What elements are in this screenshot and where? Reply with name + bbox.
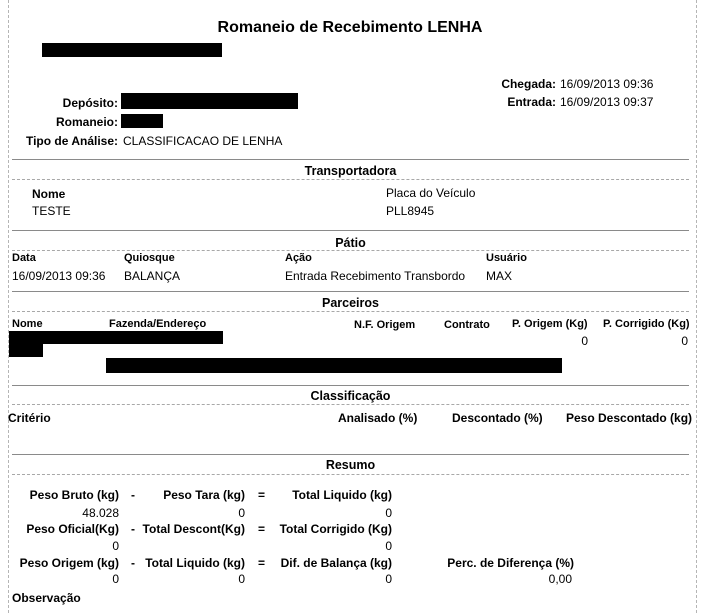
dif-balanca-value: 0 <box>385 572 392 586</box>
divider <box>12 250 689 251</box>
equals-operator: = <box>258 488 266 502</box>
parceiros-header-nome: Nome <box>12 318 43 330</box>
redacted-parceiro-endereco <box>106 358 562 373</box>
page-left-border <box>8 0 9 613</box>
peso-oficial-label: Peso Oficial(Kg) <box>26 522 119 536</box>
divider <box>12 474 689 475</box>
entrada-label: Entrada: <box>507 95 556 109</box>
patio-usuario-value: MAX <box>486 269 513 283</box>
redacted-deposito <box>121 93 298 109</box>
chegada-value: 16/09/2013 09:36 <box>560 77 654 91</box>
divider <box>12 454 689 455</box>
divider <box>12 179 689 180</box>
patio-header-usuario: Usuário <box>486 252 527 264</box>
equals-operator: = <box>258 522 266 536</box>
patio-header-data: Data <box>12 252 36 264</box>
minus-operator: - <box>131 488 135 502</box>
total-descont-label: Total Descont(Kg) <box>142 522 245 536</box>
parceiros-header-nf-origem: N.F. Origem <box>354 319 416 331</box>
divider <box>12 311 689 312</box>
divider <box>12 291 689 292</box>
divider <box>12 230 689 231</box>
transportadora-nome-value: TESTE <box>32 204 71 218</box>
entrada-value: 16/09/2013 09:37 <box>560 95 654 109</box>
patio-acao-value: Entrada Recebimento Transbordo <box>285 269 466 283</box>
peso-bruto-label: Peso Bruto (kg) <box>29 488 119 502</box>
minus-operator: - <box>131 522 135 536</box>
chegada-label: Chegada: <box>501 77 556 91</box>
classificacao-header-criterio: Critério <box>8 411 51 425</box>
peso-tara-label: Peso Tara (kg) <box>163 488 245 502</box>
page-title: Romaneio de Recebimento LENHA <box>217 19 483 36</box>
classificacao-header-analisado: Analisado (%) <box>338 411 418 425</box>
peso-tara-value: 0 <box>238 506 245 520</box>
classificacao-header-peso-descontado: Peso Descontado (kg) <box>566 411 693 425</box>
total-corrigido-value: 0 <box>385 539 392 553</box>
total-liquido-2-label: Total Liquido (kg) <box>145 556 245 570</box>
perc-diferenca-label: Perc. de Diferença (%) <box>447 556 574 570</box>
total-corrigido-label: Total Corrigido (Kg) <box>279 522 392 536</box>
minus-operator: - <box>131 556 135 570</box>
total-liquido-2-value: 0 <box>238 572 245 586</box>
peso-oficial-value: 0 <box>112 539 119 553</box>
peso-origem-value: 0 <box>112 572 119 586</box>
section-patio: Pátio <box>335 236 366 250</box>
divider <box>12 159 689 160</box>
patio-quiosque-value: BALANÇA <box>124 269 181 283</box>
patio-header-acao: Ação <box>285 252 312 264</box>
redacted-subtitle <box>42 43 222 57</box>
divider <box>12 404 689 405</box>
section-resumo: Resumo <box>325 458 376 472</box>
patio-data-value: 16/09/2013 09:36 <box>12 269 106 283</box>
parceiros-header-contrato: Contrato <box>444 319 490 331</box>
peso-origem-label: Peso Origem (kg) <box>19 556 119 570</box>
section-parceiros: Parceiros <box>322 296 379 310</box>
parceiros-header-p-origem: P. Origem (Kg) <box>512 318 588 330</box>
transportadora-nome-label: Nome <box>32 187 66 201</box>
peso-bruto-value: 48.028 <box>82 506 119 520</box>
observacao-label: Observação <box>12 591 81 605</box>
equals-operator: = <box>258 556 266 570</box>
placa-label: Placa do Veículo <box>386 186 476 200</box>
dif-balanca-label: Dif. de Balança (kg) <box>280 556 392 570</box>
divider <box>12 385 689 386</box>
romaneio-label: Romaneio: <box>55 115 118 129</box>
page-right-border <box>696 0 697 613</box>
tipo-analise-value: CLASSIFICACAO DE LENHA <box>123 134 283 148</box>
section-transportadora: Transportadora <box>304 164 397 178</box>
redacted-parceiro-nome-2 <box>9 343 43 357</box>
deposito-label: Depósito: <box>62 96 118 110</box>
total-liquido-value: 0 <box>385 506 392 520</box>
perc-diferenca-value: 0,00 <box>548 572 572 586</box>
parceiros-header-fazenda: Fazenda/Endereço <box>109 318 207 330</box>
parceiros-p-corrigido-value: 0 <box>681 334 688 348</box>
total-liquido-label: Total Liquido (kg) <box>292 488 392 502</box>
placa-value: PLL8945 <box>386 204 435 218</box>
section-classificacao: Classificação <box>310 389 391 403</box>
classificacao-header-descontado: Descontado (%) <box>452 411 543 425</box>
patio-header-quiosque: Quiosque <box>124 252 175 264</box>
parceiros-header-p-corrigido: P. Corrigido (Kg) <box>603 318 690 330</box>
redacted-romaneio <box>121 114 163 128</box>
tipo-analise-label: Tipo de Análise: <box>25 134 118 148</box>
parceiros-p-origem-value: 0 <box>581 334 588 348</box>
